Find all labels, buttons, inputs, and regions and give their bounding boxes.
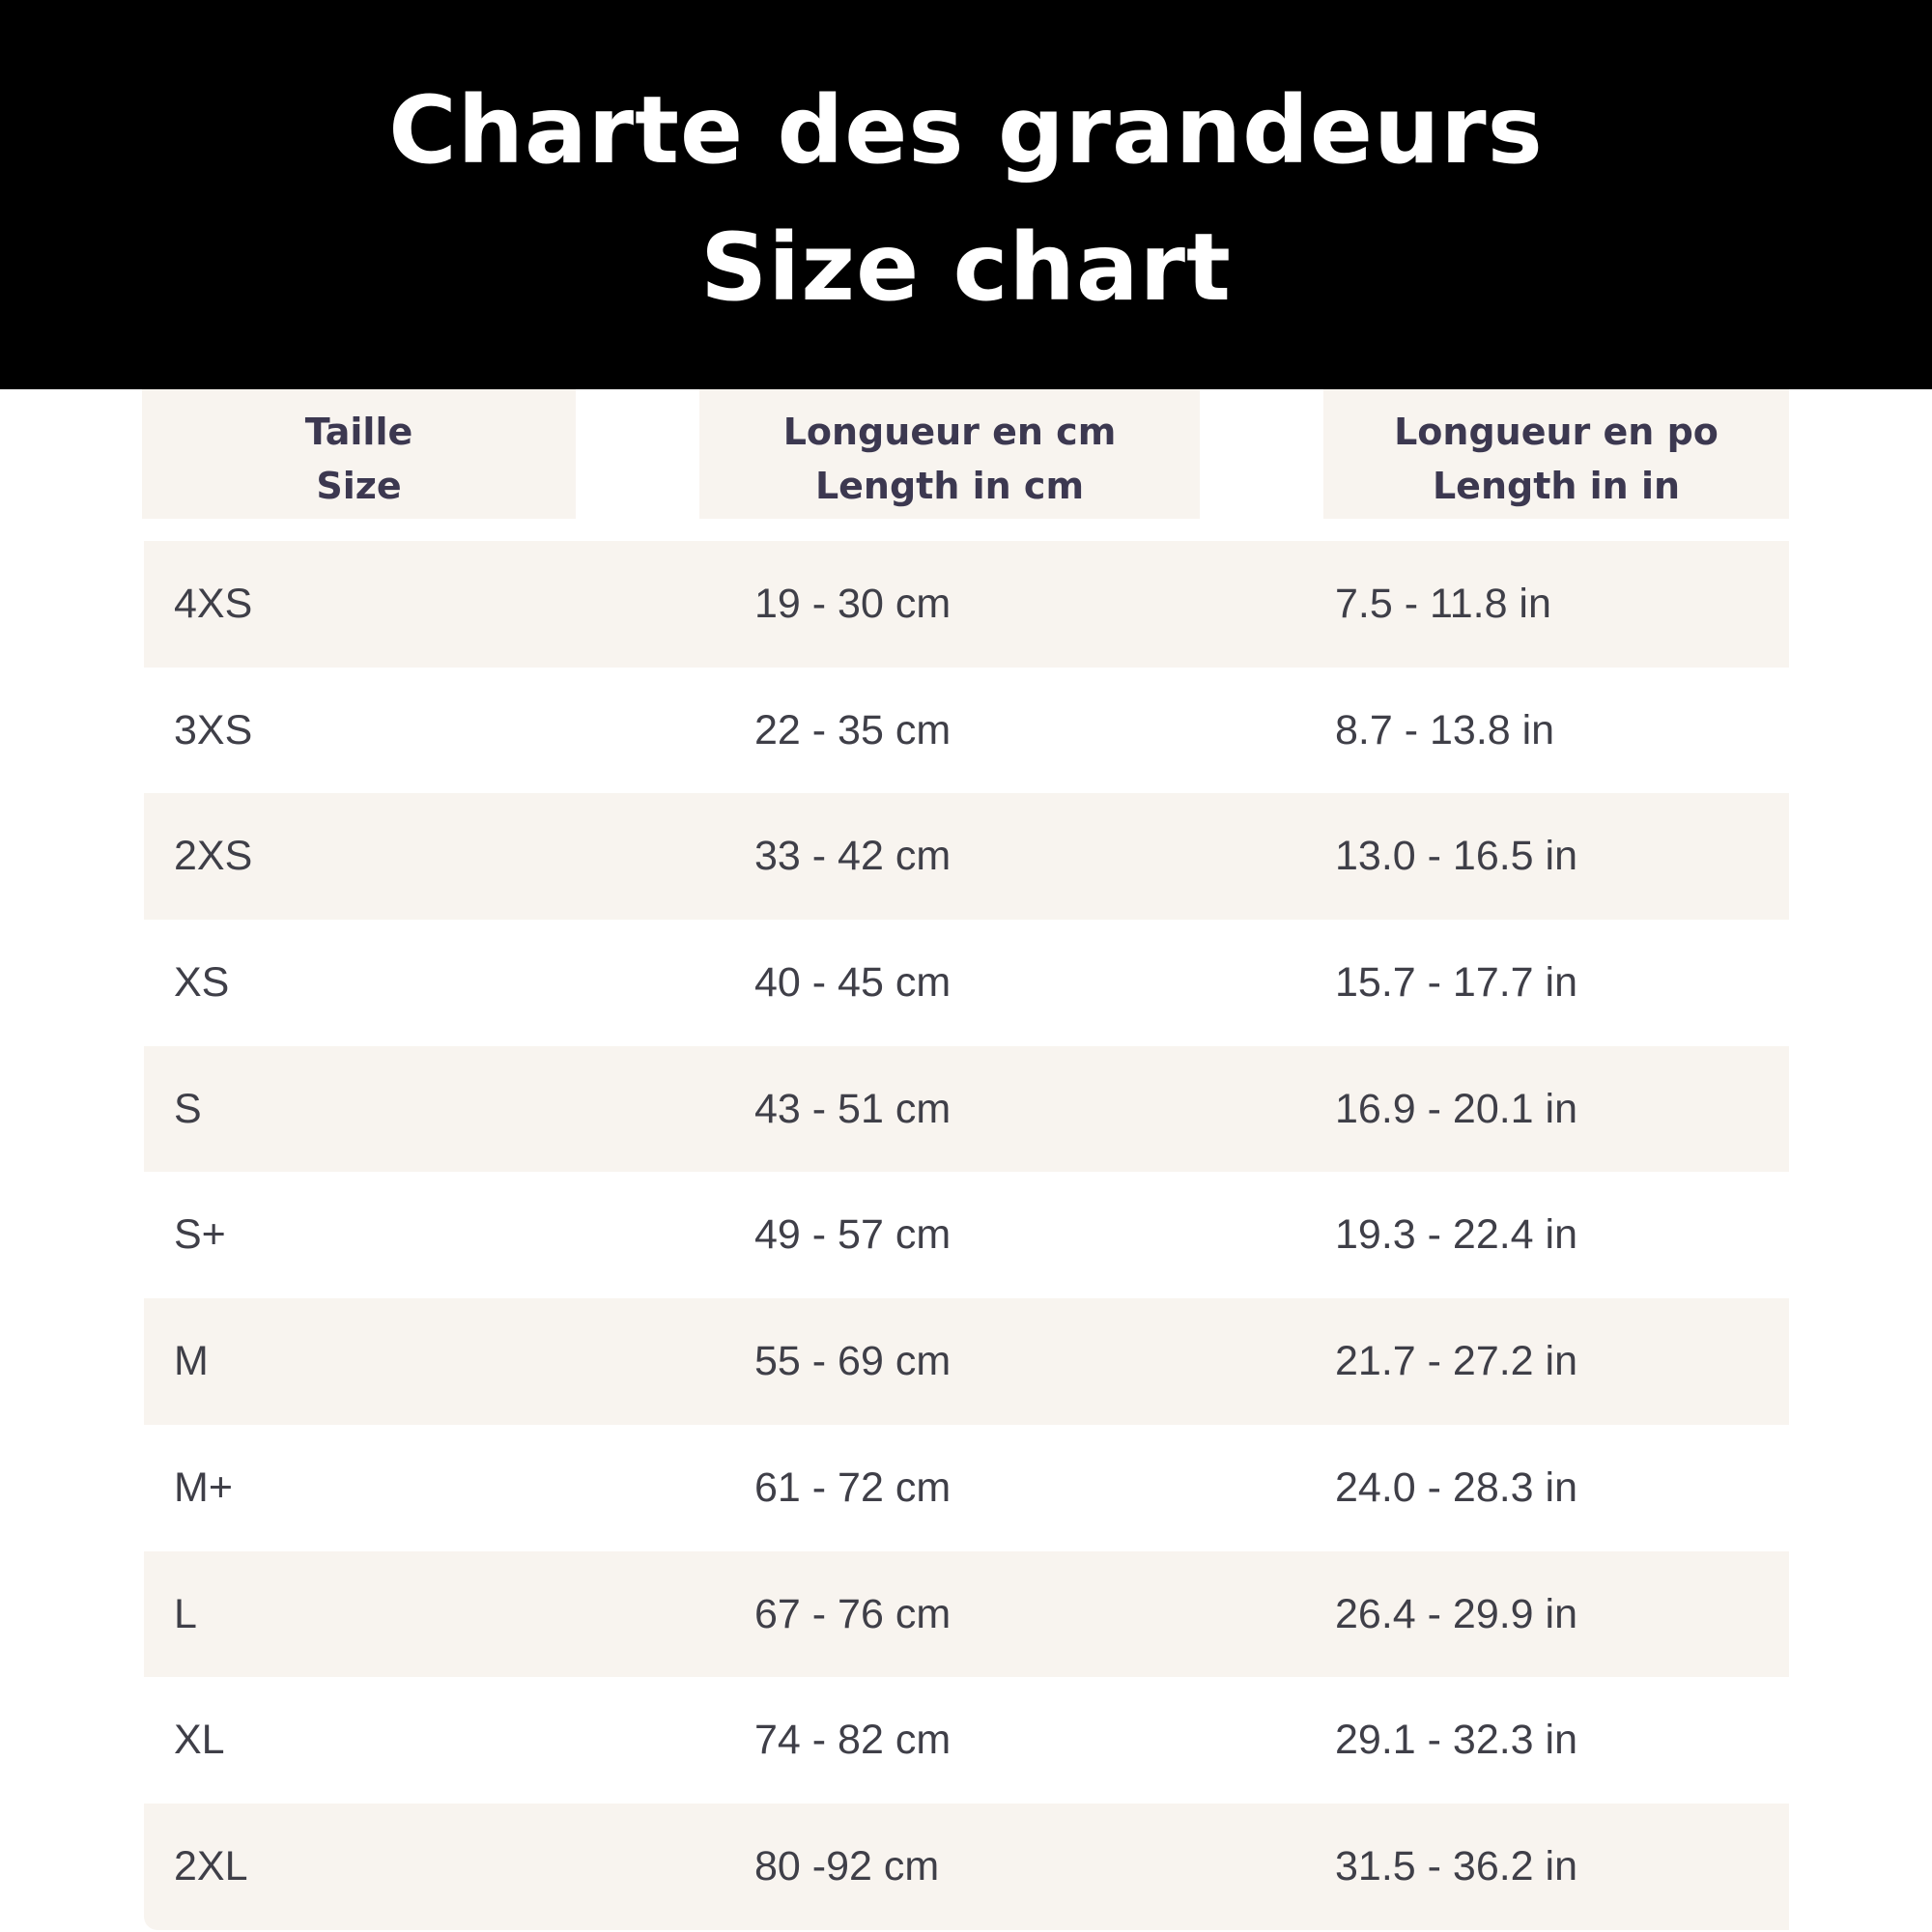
size-cell: 3XS xyxy=(174,706,253,753)
length-cm-cell: 19 - 30 cm xyxy=(754,581,952,627)
size-cell: L xyxy=(174,1590,197,1637)
size-cell: M+ xyxy=(174,1463,233,1511)
column-header-size-fr: Taille xyxy=(304,411,413,453)
size-cell: 2XL xyxy=(174,1842,248,1889)
table-row xyxy=(144,920,1789,1046)
table-row xyxy=(144,793,1789,920)
length-in-cell: 8.7 - 13.8 in xyxy=(1335,706,1555,753)
length-cm-cell: 74 - 82 cm xyxy=(754,1717,952,1764)
table-row xyxy=(144,1298,1789,1425)
column-header-length-cm xyxy=(699,389,1200,519)
length-in-cell: 7.5 - 11.8 in xyxy=(1335,581,1551,627)
column-header-length-cm-en: Length in cm xyxy=(814,465,1085,507)
length-cm-cell: 22 - 35 cm xyxy=(754,706,952,753)
column-header-size-en: Size xyxy=(316,465,402,507)
length-cm-cell: 80 -92 cm xyxy=(754,1842,940,1889)
size-cell: 2XS xyxy=(174,833,253,880)
length-cm-cell: 43 - 51 cm xyxy=(754,1085,952,1132)
length-cm-cell: 61 - 72 cm xyxy=(754,1463,952,1511)
length-cm-cell: 55 - 69 cm xyxy=(754,1338,952,1385)
size-cell: M xyxy=(174,1338,209,1385)
column-header-length-in xyxy=(1323,389,1789,519)
length-in-cell: 13.0 - 16.5 in xyxy=(1335,833,1578,880)
length-in-cell: 15.7 - 17.7 in xyxy=(1335,959,1578,1007)
length-in-cell: 31.5 - 36.2 in xyxy=(1335,1842,1578,1889)
column-header-length-in-en: Length in in xyxy=(1432,465,1681,507)
table-row xyxy=(144,1677,1789,1804)
size-table-body xyxy=(144,541,1789,1930)
length-cm-cell: 40 - 45 cm xyxy=(754,959,952,1007)
size-cell: 4XS xyxy=(174,581,253,627)
length-in-cell: 24.0 - 28.3 in xyxy=(1335,1463,1578,1511)
length-cm-cell: 67 - 76 cm xyxy=(754,1590,952,1637)
length-in-cell: 21.7 - 27.2 in xyxy=(1335,1338,1578,1385)
length-in-cell: 29.1 - 32.3 in xyxy=(1335,1717,1578,1764)
table-row xyxy=(144,1046,1789,1173)
size-cell: XL xyxy=(174,1717,225,1764)
length-cm-cell: 49 - 57 cm xyxy=(754,1211,952,1259)
table-row xyxy=(144,1172,1789,1298)
table-row xyxy=(144,1804,1789,1930)
length-in-cell: 19.3 - 22.4 in xyxy=(1335,1211,1578,1259)
length-in-cell: 26.4 - 29.9 in xyxy=(1335,1590,1578,1637)
table-row xyxy=(144,1551,1789,1678)
column-header-length-in-fr: Longueur en po xyxy=(1394,411,1719,453)
page-title-french: Charte des grandeurs xyxy=(388,76,1544,185)
length-cm-cell: 33 - 42 cm xyxy=(754,833,952,880)
page-title-english: Size chart xyxy=(700,213,1232,322)
table-row xyxy=(144,1425,1789,1551)
column-header-length-cm-fr: Longueur en cm xyxy=(782,411,1117,453)
size-cell: S+ xyxy=(174,1211,226,1259)
size-cell: XS xyxy=(174,959,230,1007)
length-in-cell: 16.9 - 20.1 in xyxy=(1335,1085,1578,1132)
table-row xyxy=(144,541,1789,668)
table-row xyxy=(144,668,1789,794)
column-header-size xyxy=(142,389,576,519)
size-cell: S xyxy=(174,1085,202,1132)
title-banner xyxy=(0,0,1932,389)
